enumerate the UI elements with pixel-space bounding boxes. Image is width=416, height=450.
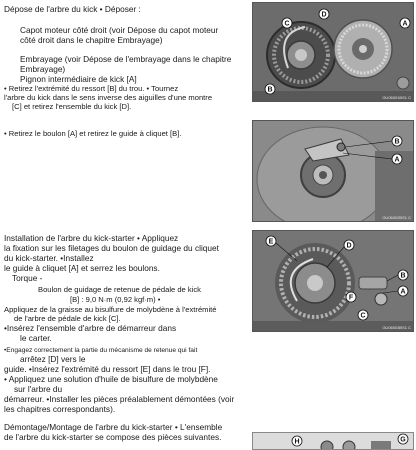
removal-item-2: Embrayage (voir Dépose de l'embrayage dans le chapitre (20, 54, 232, 64)
photo-kick-shaft-parts (252, 432, 414, 450)
removal-step-line-1: • Retirez l'extrémité du ressort [B] du trou. • Tournez (4, 84, 179, 93)
removal-step-line-3: [C] et retirez l'ensemble du kick [D]. (12, 102, 132, 111)
torque-value: [B] : 9,0 N·m (0,92 kgf·m) • (70, 295, 161, 304)
photo3-label-b: B (400, 272, 406, 280)
removal-item-3: Pignon intermédiaire de kick [A] (20, 74, 137, 84)
photo3-code: GU06003BS1 C (382, 325, 411, 330)
install-line-1: Installation de l'arbre du kick-starter • Appliquez (4, 233, 179, 243)
photo-kick-shaft-installation (252, 230, 414, 332)
photo3-label-f: F (348, 294, 354, 302)
photo4-label-g: G (400, 436, 406, 444)
photo-kick-shaft-assembly (252, 2, 414, 102)
install-line-spring: guide. •Insérez l'extrémité du ressort [E] dans le trou [F]. (4, 364, 211, 374)
install-line-engage-cont: arrêtez [D] vers le (20, 354, 86, 364)
photo1-label-b: B (267, 86, 273, 94)
torque-item: Boulon de guidage de retenue de pédale de kick (38, 285, 201, 294)
photo1-label-c: C (284, 20, 290, 28)
torque-label: Torque - (12, 273, 43, 283)
install-line-insert-cont: le carter. (20, 333, 52, 343)
photo1-label-d: D (321, 11, 327, 19)
photo2-code: GU06002BS1 C (382, 215, 411, 220)
install-line-grease: Appliquez de la graisse au bisulfure de molybdène à l'extrémité (4, 305, 217, 314)
photo3-label-d: D (346, 242, 352, 250)
install-line-4: le guide à cliquet [A] et serrez les boulons. (4, 263, 160, 273)
disassembly-line-2: de l'arbre du kick-starter se compose des pièces suivantes. (4, 432, 222, 442)
install-line-reinstall: démarreur. •Installer les pièces préalablement démontées (voir (4, 394, 235, 404)
photo3-label-e: E (268, 238, 274, 246)
photo2-label-a: A (394, 156, 400, 164)
install-line-3: du kick-starter. •Installez (4, 253, 94, 263)
photo3-label-a: A (400, 288, 406, 296)
removal-item-1-cont: côté droit dans le chapitre Embrayage) (20, 35, 163, 45)
photo-ratchet-guide (252, 120, 414, 222)
bolt-removal-step: • Retirez le boulon [A] et retirez le guide à cliquet [B]. (4, 129, 182, 138)
install-line-oil: • Appliquez une solution d'huile de bisulfure de molybdène (4, 374, 218, 384)
install-line-oil-cont: sur l'arbre du (14, 384, 63, 394)
disassembly-line-1: Démontage/Montage de l'arbre du kick-starter • L'ensemble (4, 422, 223, 432)
install-line-insert: •Insérez l'ensemble d'arbre de démarreur dans (4, 323, 177, 333)
section1-heading: Dépose de l'arbre du kick • Déposer : (4, 4, 141, 14)
install-line-reinstall-cont: les chapitres correspondants). (4, 404, 116, 414)
photo3-label-c: C (360, 312, 366, 320)
photo1-code: GU06001BS1 C (382, 95, 411, 100)
removal-item-2-cont: Embrayage) (20, 64, 66, 74)
photo1-label-a: A (402, 20, 408, 28)
install-line-grease-cont: de l'arbre de pédale de kick [C]. (14, 314, 121, 323)
photo2-label-b: B (394, 138, 400, 146)
removal-item-1: Capot moteur côté droit (voir Dépose du capot moteur (20, 25, 219, 35)
install-line-2: la fixation sur les filetages du boulon de guidage du cliquet (4, 243, 219, 253)
install-line-engage: •Engagez correctement la partie du mécanisme de retenue qui fait (4, 347, 198, 354)
removal-step-line-2: l'arbre du kick dans le sens inverse des aiguilles d'une montre (4, 93, 213, 102)
photo4-label-h: H (294, 438, 300, 446)
